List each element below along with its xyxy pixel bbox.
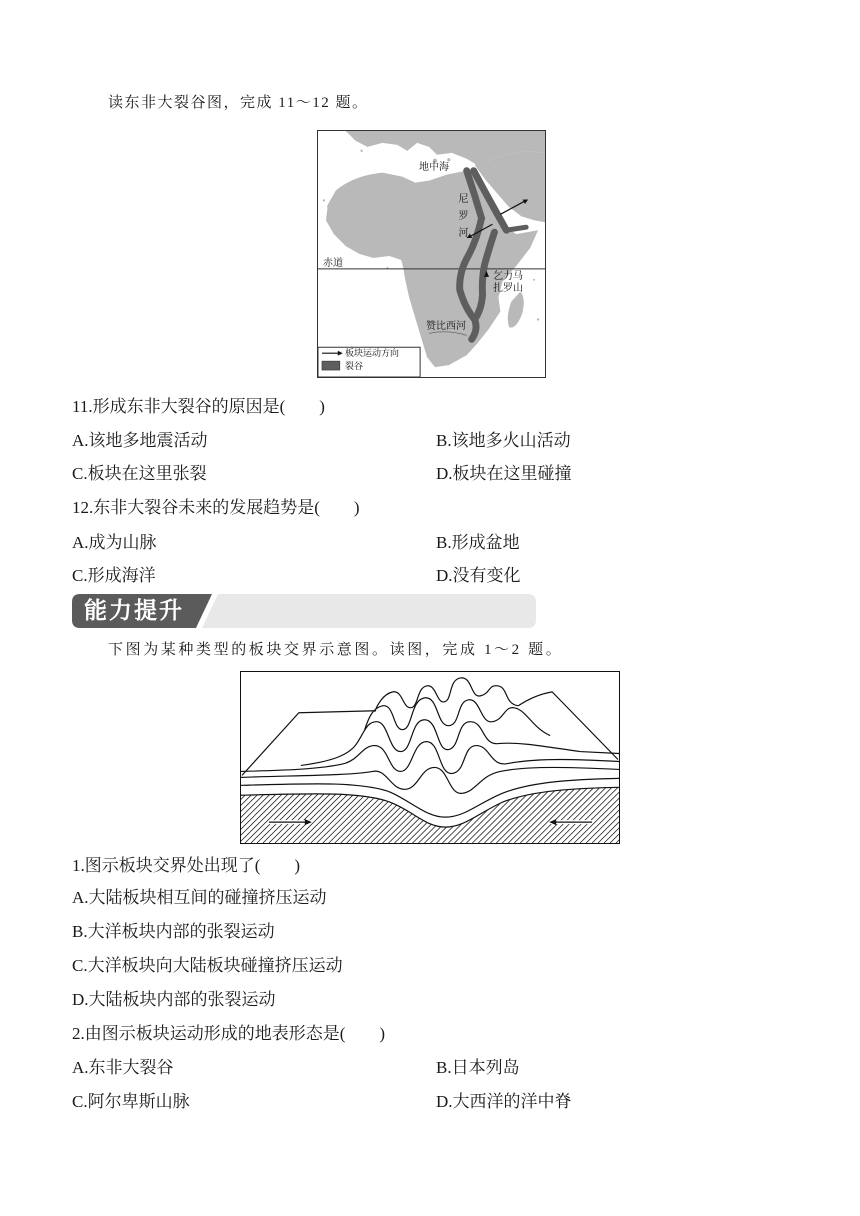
question-2-option-b: B.日本列岛 [436, 1058, 520, 1077]
island [323, 199, 325, 201]
question-12-option-d: D.没有变化 [436, 566, 521, 585]
island [360, 150, 362, 152]
section-banner [72, 594, 536, 628]
legend-rift-swatch [322, 361, 340, 370]
island [533, 279, 535, 281]
question-11-option-b: B.该地多火山活动 [436, 431, 571, 450]
banner-light-bar [202, 594, 536, 628]
question-12-option-a: A.成为山脉 [72, 533, 157, 552]
island [327, 205, 329, 207]
east-african-rift-map [317, 130, 546, 378]
question-11-stem: 11.形成东非大裂谷的原因是( ) [72, 397, 325, 416]
diagram-graphic [241, 672, 619, 843]
label-zambezi: 赞比西河 [426, 321, 466, 332]
rift-gulf-of-aden-band [506, 227, 526, 230]
madagascar [508, 292, 524, 328]
label-mediterranean: 地中海 [419, 162, 449, 173]
question-2-stem: 2.由图示板块运动形成的地表形态是( ) [72, 1024, 386, 1043]
question-1-stem: 1.图示板块交界处出现了( ) [72, 856, 301, 875]
question-1-option-b: B.大洋板块内部的张裂运动 [72, 922, 275, 941]
question-11-option-d: D.板块在这里碰撞 [436, 464, 572, 483]
label-kilimanjaro: 乞力马扎罗山 [493, 271, 523, 294]
question-11-option-a: A.该地多地震活动 [72, 431, 208, 450]
question-12-stem: 12.东非大裂谷未来的发展趋势是( ) [72, 498, 360, 517]
section1-intro: 读东非大裂谷图，完成 11～12 题。 [108, 95, 369, 111]
question-2-option-c: C.阿尔卑斯山脉 [72, 1092, 190, 1111]
legend-label-rift: 裂谷 [345, 362, 364, 372]
plate-boundary-diagram [240, 671, 620, 844]
question-1-option-d: D.大陆板块内部的张裂运动 [72, 990, 276, 1009]
question-1-option-c: C.大洋板块向大陆板块碰撞挤压运动 [72, 956, 343, 975]
legend-label-plate-motion: 板块运动方向 [345, 349, 400, 359]
question-1-option-a: A.大陆板块相互间的碰撞挤压运动 [72, 888, 327, 907]
arrow-right-icon [305, 819, 312, 825]
section2-intro: 下图为某种类型的板块交界示意图。读图，完成 1～2 题。 [108, 642, 564, 658]
label-nile: 尼罗河 [456, 193, 467, 244]
island [537, 318, 539, 320]
question-12-option-c: C.形成海洋 [72, 566, 156, 585]
question-2-option-a: A.东非大裂谷 [72, 1058, 174, 1077]
question-12-option-b: B.形成盆地 [436, 533, 520, 552]
question-11-option-c: C.板块在这里张裂 [72, 464, 207, 483]
island [447, 158, 450, 161]
label-equator: 赤道 [323, 258, 343, 269]
arrow-left-icon [549, 819, 556, 825]
banner-title: 能力提升 [84, 598, 184, 624]
question-2-option-d: D.大西洋的洋中脊 [436, 1092, 572, 1111]
